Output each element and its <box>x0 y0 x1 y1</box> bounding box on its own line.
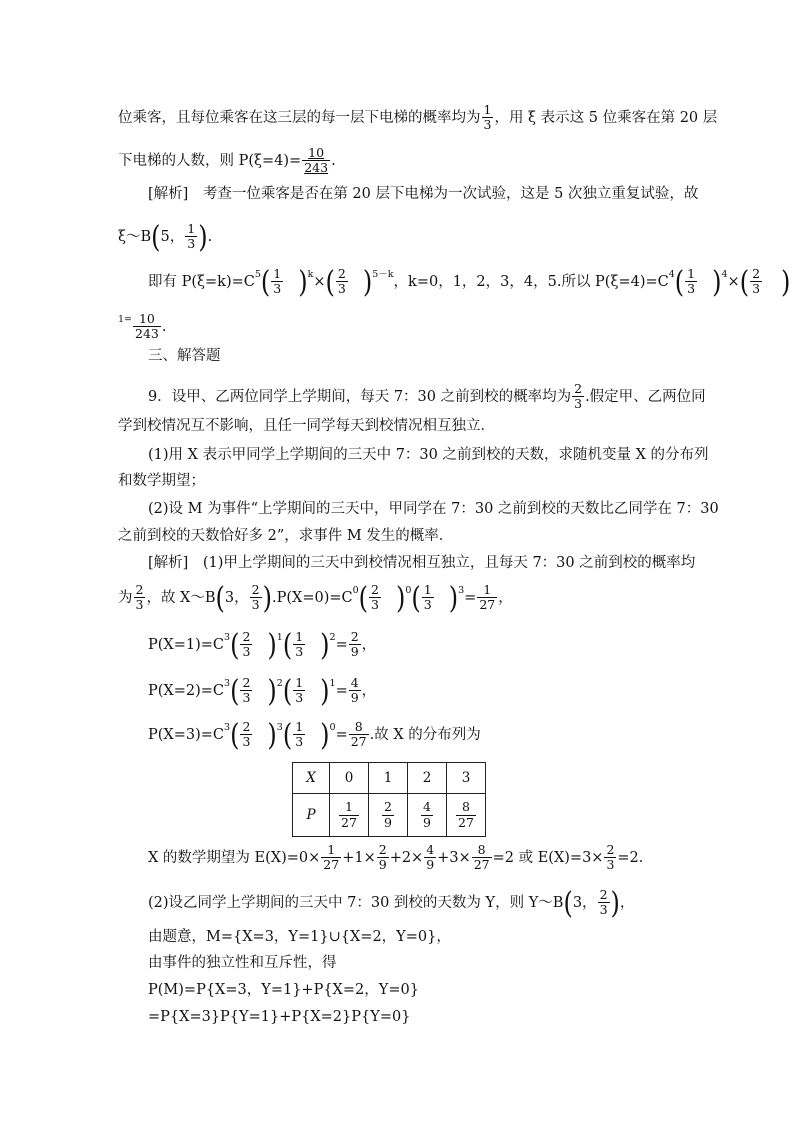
solution-line-3: $P(X=1)=C^3$( $\frac{2}{3}$ )$^1$( $\frac{1}{3}$ )$^2$= $\frac{2}{9}$ ， <box>148 627 377 663</box>
part2-line-2: 由题意，M={X=3，Y=1}∪{X=2，Y=0}， <box>148 929 451 945</box>
part2-line-5: =P{X=3}P{Y=1}+P{X=2}P{Y=0} <box>148 1009 411 1025</box>
table-cell: $\frac{1}{27}$ <box>330 794 369 837</box>
text: 位乘客，且每位乘客在这三层的每一层下电梯的概率均为 <box>118 109 481 126</box>
part2-line-3: 由事件的独立性和互斥性，得 <box>148 955 337 971</box>
problem-9-part2-line-1: (2)设 M 为事件“上学期间的三天中，甲同学在 7：30 之前到校的天数比乙同学在 7：30 <box>148 501 719 517</box>
problem-9-line-2: 学到校情况互不影响，且任一同学每天到校情况相互独立． <box>118 418 495 434</box>
section-heading: 三、解答题 <box>148 348 221 364</box>
text: ，用 ξ 表示这 5 位乘客在第 20 层 <box>494 109 718 126</box>
analysis-line-4: $^{1=}$ $\frac{10}{243}$ . <box>118 311 167 342</box>
text-line-1 <box>118 103 717 133</box>
problem-9-part2-line-2: 之前到校的天数恰好多 2”，求事件 M 发生的概率． <box>118 528 454 544</box>
table-cell: X <box>293 763 330 794</box>
text: . <box>331 152 336 169</box>
problem-9-part1-line-1: (1)用 X 表示甲同学上学期间的三天中 7：30 之前到校的天数，求随机变量 X 的分布列 <box>148 447 709 463</box>
text: 下电梯的人数，则 P(ξ=4)= <box>118 152 302 169</box>
part2-line-4: P(M)=P{X=3，Y=1}+P{X=2，Y=0} <box>148 982 419 998</box>
table-cell: 2 <box>408 763 447 794</box>
table-row <box>293 763 486 794</box>
expectation-line: X 的数学期望为 E(X)=0× $\frac{1}{27}$ +1× $\frac{2}{9}$ +2× $\frac{4}{9}$ +3× $\frac{8}{27}$ =2 或 E(X)=3× $\frac{2}{3}$ =2. <box>148 842 644 873</box>
table-cell: $\frac{2}{9}$ <box>369 794 408 837</box>
table-cell: 3 <box>447 763 486 794</box>
fraction: $\frac{1}{3}$ <box>483 102 492 133</box>
table-cell: 0 <box>330 763 369 794</box>
part2-line-1: (2)设乙同学上学期间的三天中 7：30 到校的天数为 Y，则 Y～B(3， $\frac{2}{3}$ )， <box>148 885 635 921</box>
distribution-table <box>292 762 486 837</box>
analysis-line-3: 即有 $P(\xi=k)=C^5$( $\frac{1}{3}$ )$^k$×( $\frac{2}{3}$ )$^{5-k}$，k=0，1，2，3，4，5.所以 $P(\xi=4)=C^4$( $\frac{1}{3}$ )$^4$×( $\frac{2}{3}$ ) <box>148 264 791 300</box>
table-cell: $\frac{8}{27}$ <box>447 794 486 837</box>
solution-line-4: $P(X=2)=C^3$( $\frac{2}{3}$ )$^2$( $\frac{1}{3}$ )$^1$= $\frac{4}{9}$ ， <box>148 673 377 709</box>
solution-line-1: [解析] (1)甲上学期间的三天中到校情况相互独立，且每天 7：30 之前到校的概率均 <box>148 555 696 571</box>
problem-9-line-1: 9．设甲、乙两位同学上学期间，每天 7：30 之前到校的概率均为 $\frac{2}{3}$ .假定甲、乙两位同 <box>148 381 706 412</box>
analysis-line-1: [解析] 考查一位乘客是否在第 20 层下电梯为一次试验，这是 5 次独立重复试验，故 <box>148 186 699 202</box>
answer-fraction: $\frac{10}{243}$ <box>304 145 329 176</box>
solution-line-2: 为 $\frac{2}{3}$ ，故 X～B(3， $\frac{2}{3}$ )$.P(X=0)=C^0$( $\frac{2}{3}$ )$^0$( $\frac{1}{3}$ )$^3$= $\frac{1}{27}$ ， <box>118 580 513 616</box>
table-row <box>293 794 486 837</box>
analysis-line-2: ξ～B(5， $\frac{1}{3}$ ). <box>118 219 213 255</box>
table-cell: P <box>293 794 330 837</box>
solution-line-5: $P(X=3)=C^3$( $\frac{2}{3}$ )$^3$( $\frac{1}{3}$ )$^0$= $\frac{8}{27}$ .故 X 的分布列为 <box>148 717 481 753</box>
text-line-2 <box>118 146 336 176</box>
table-cell: 1 <box>369 763 408 794</box>
problem-9-part1-line-2: 和数学期望； <box>118 473 205 489</box>
table-cell: $\frac{4}{9}$ <box>408 794 447 837</box>
